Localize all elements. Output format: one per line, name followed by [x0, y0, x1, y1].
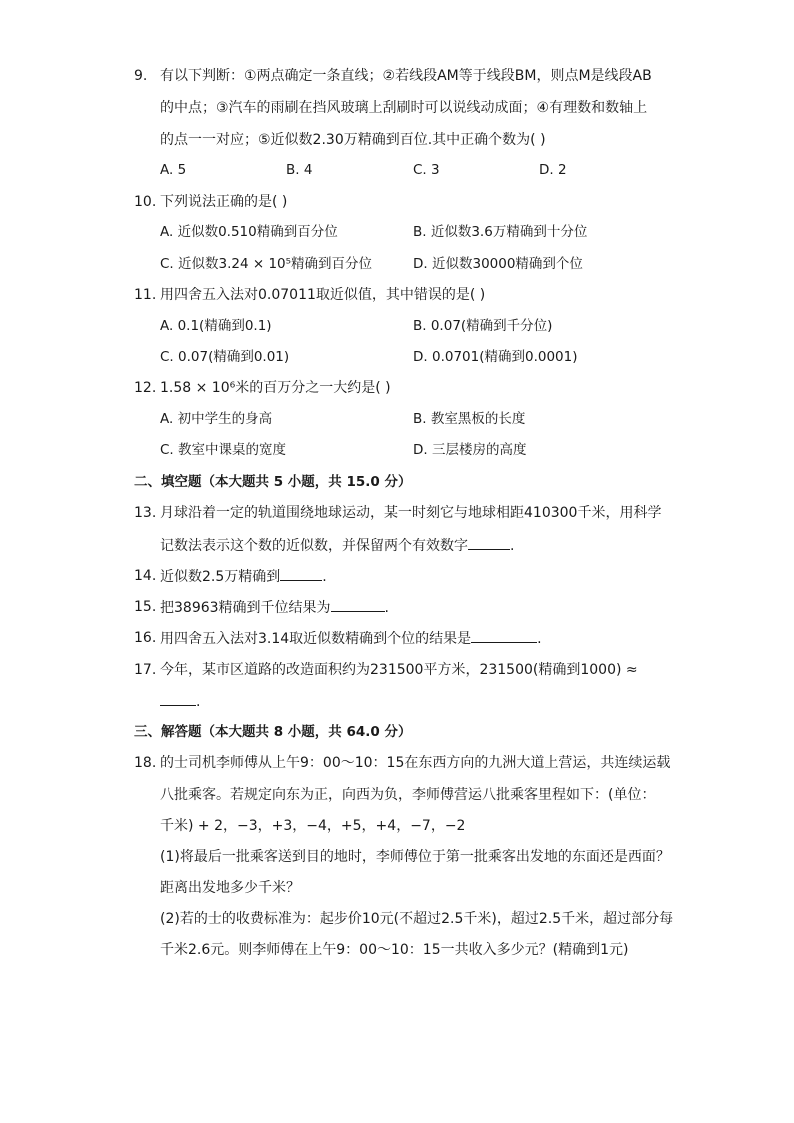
question-14-line-1 — [160, 566, 327, 587]
question-number-9: 9. — [134, 68, 148, 84]
question-12-option-b: B. 教室黑板的长度 — [413, 411, 526, 427]
question-18-line-1: 的士司机李师傅从上午9：00～10：15在东西方向的九洲大道上营运，共连续运载 — [160, 755, 671, 771]
question-13-line-1: 月球沿着一定的轨道围绕地球运动，某一时刻它与地球相距410300千米，用科学 — [160, 505, 662, 521]
question-9-option-d: D. 2 — [539, 162, 567, 178]
question-11-option-d: D. 0.0701(精确到0.0001) — [413, 349, 578, 365]
question-18-line-5: 距离出发地多少千米？ — [160, 880, 300, 896]
question-11-line-1: 用四舍五入法对0.07011取近似值，其中错误的是( ) — [160, 287, 486, 303]
question-12-option-a: A. 初中学生的身高 — [160, 411, 273, 427]
question-12-line-1: 1.58 × 10⁶米的百万分之一大约是( ) — [160, 380, 391, 396]
question-18-line-4: (1)将最后一批乘客送到目的地时，李师傅位于第一批乘客出发地的东面还是西面？ — [160, 849, 670, 865]
question-number-14: 14. — [134, 568, 157, 584]
question-number-17: 17. — [134, 662, 157, 678]
question-12-option-d: D. 三层楼房的高度 — [413, 442, 527, 458]
section-heading-fill-in: 二、填空题（本大题共 5 小题，共 15.0 分） — [134, 474, 412, 490]
question-number-16: 16. — [134, 630, 157, 646]
question-9-line-3: 的点一一对应；⑤近似数2.30万精确到百位.其中正确个数为( ) — [160, 132, 546, 148]
question-14-end: . — [322, 569, 327, 585]
answer-blank — [331, 597, 385, 612]
question-10-option-a: A. 近似数0.510精确到百分位 — [160, 224, 338, 240]
answer-blank — [468, 535, 510, 550]
question-12-option-c: C. 教室中课桌的宽度 — [160, 442, 287, 458]
question-number-13: 13. — [134, 505, 157, 521]
question-number-12: 12. — [134, 380, 157, 396]
question-11-option-b: B. 0.07(精确到千分位) — [413, 318, 553, 334]
question-17-line-2 — [160, 691, 200, 712]
question-16-line-1 — [160, 628, 542, 649]
question-17-line-1: 今年，某市区道路的改造面积约为231500平方米，231500(精确到1000) ≈ — [160, 662, 638, 678]
question-14-text: 近似数2.5万精确到 — [160, 569, 281, 585]
question-number-10: 10. — [134, 194, 157, 210]
question-17-end: . — [196, 694, 201, 710]
question-13-end: . — [510, 538, 515, 554]
question-10-line-1: 下列说法正确的是( ) — [160, 194, 288, 210]
question-number-18: 18. — [134, 755, 157, 771]
question-number-11: 11. — [134, 287, 157, 303]
question-18-line-6: (2)若的士的收费标准为：起步价10元(不超过2.5千米)，超过2.5千米，超过部分每 — [160, 911, 674, 927]
question-18-line-2: 八批乘客。若规定向东为正，向西为负，李师傅营运八批乘客里程如下：(单位： — [160, 787, 656, 803]
question-11-option-c: C. 0.07(精确到0.01) — [160, 349, 290, 365]
answer-blank — [471, 628, 537, 643]
question-18-line-3: 千米) + 2，−3，+3，−4，+5，+4，−7，−2 — [160, 818, 466, 834]
question-16-end: . — [537, 631, 542, 647]
question-18-line-7: 千米2.6元。则李师傅在上午9：00～10：15一共收入多少元？(精确到1元) — [160, 942, 629, 958]
question-13-line-2 — [160, 535, 514, 556]
question-16-text: 用四舍五入法对3.14取近似数精确到个位的结果是 — [160, 631, 472, 647]
question-11-option-a: A. 0.1(精确到0.1) — [160, 318, 272, 334]
question-13-line-2-text: 记数法表示这个数的近似数，并保留两个有效数字 — [160, 538, 468, 554]
question-15-text: 把38963精确到千位结果为 — [160, 600, 331, 616]
answer-blank — [280, 566, 322, 581]
question-15-end: . — [384, 600, 389, 616]
question-number-15: 15. — [134, 599, 157, 615]
section-heading-answer: 三、解答题（本大题共 8 小题，共 64.0 分） — [134, 724, 412, 740]
question-9-option-a: A. 5 — [160, 162, 187, 178]
question-10-option-c: C. 近似数3.24 × 10⁵精确到百分位 — [160, 256, 373, 272]
question-9-option-b: B. 4 — [286, 162, 313, 178]
answer-blank — [160, 691, 196, 706]
question-15-line-1 — [160, 597, 389, 618]
question-9-line-2: 的中点；③汽车的雨刷在挡风玻璃上刮刷时可以说线动成面；④有理数和数轴上 — [160, 100, 648, 116]
question-10-option-b: B. 近似数3.6万精确到十分位 — [413, 224, 588, 240]
question-10-option-d: D. 近似数30000精确到个位 — [413, 256, 583, 272]
question-9-option-c: C. 3 — [413, 162, 440, 178]
question-9-line-1: 有以下判断：①两点确定一条直线；②若线段AM等于线段BM，则点M是线段AB — [160, 68, 652, 84]
